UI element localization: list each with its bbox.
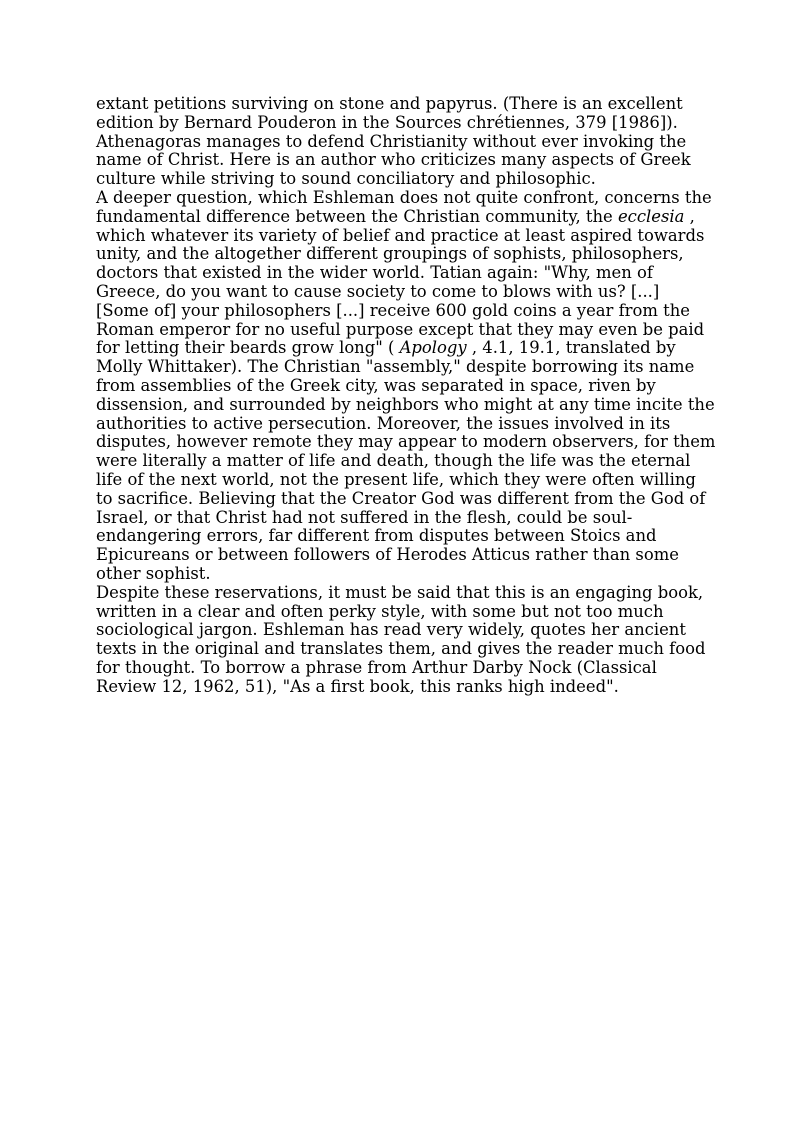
paragraph-1: [96, 95, 716, 189]
paragraph-2: [96, 189, 716, 584]
paragraph-2-text-b: , which whatever its variety of belief and practice at least aspired towards unity, and the altogether different groupings of sophists, philosophers, doctors that existed in the wider world. Tatian again: "Why, men of Greece, do you want to cause society to come to blows with us? [...] [Some of] your philosophers [...] receive 600 gold coins a year from the Roman emperor for no useful purpose except that they may even be paid for letting their beards grow long" (: [96, 206, 705, 358]
paragraph-2-text-a: A deeper question, which Eshleman does not quite confront, concerns the fundamental difference between the Christian community, the: [96, 187, 712, 226]
paragraph-1-text: extant petitions surviving on stone and papyrus. (There is an excellent edition by Bernard Pouderon in the Sources chrétiennes, 379 [1986]). Athenagoras manages to defend Christianity without ever invoking the name of Christ. Here is an author who criticizes many aspects of Greek culture while striving to sound conciliatory and philosophic.: [96, 94, 691, 189]
ecclesia-term: ecclesia: [617, 206, 685, 226]
paragraph-3-text: Despite these reservations, it must be said that this is an engaging book, written in a clear and often perky style, with some but not too much sociological jargon. Eshleman has read very widely, quotes her ancient texts in the original and translates them, and gives the reader much food for thought. To borrow a phrase from Arthur Darby Nock (Classical Review 12, 1962, 51), "As a first book, this ranks high indeed".: [96, 582, 706, 696]
paragraph-2-text-c: , 4.1, 19.1, translated by Molly Whittaker). The Christian "assembly," despite borrowing its name from assemblies of the Greek city, was separated in space, riven by dissension, and surrounded by neighbors who might at any time incite the authorities to active persecution. Moreover, the issues involved in its disputes, however remote they may appear to modern observers, for them were literally a matter of life and death, though the life was the eternal life of the next world, not the present life, which they were often willing to sacrifice. Believing that the Creator God was different from the God of Israel, or that Christ had not suffered in the flesh, could be soul-endangering errors, far different from disputes between Stoics and Epicureans or between followers of Herodes Atticus rather than some other sophist.: [96, 338, 716, 583]
paragraph-3: [96, 584, 716, 697]
apology-title: Apology: [399, 338, 467, 358]
document-body: [96, 95, 716, 697]
